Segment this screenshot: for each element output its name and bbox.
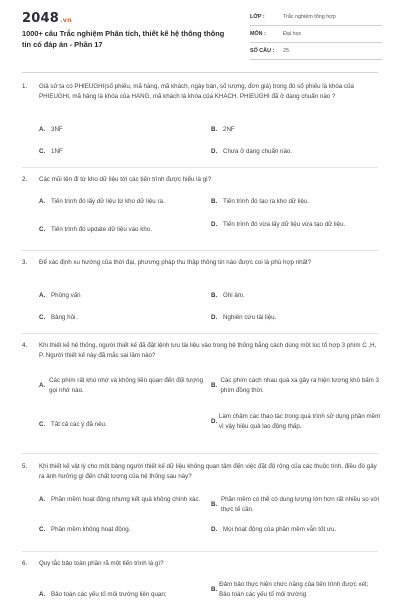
meta-value: 25	[283, 48, 289, 54]
option-d[interactable]: D. Tiến trình đó vừa lấy dữ liệu vừa tạo dữ liệu.	[211, 221, 346, 229]
question-2	[22, 175, 378, 234]
meta-row-subject	[250, 26, 382, 43]
question-1	[22, 82, 378, 156]
logo-number: 2048	[22, 11, 59, 26]
option-c[interactable]: C. Tất cả các ý đã nêu.	[39, 421, 107, 429]
question-3	[22, 258, 378, 322]
option-a[interactable]: A. Phỏng vấn	[39, 292, 81, 300]
logo-suffix: .vn	[59, 16, 72, 24]
option-c[interactable]: C. Tiến trình đó update dữ liệu vào kho.	[39, 226, 152, 234]
meta-row-class	[250, 9, 382, 26]
question-text: Để xác định xu hướng của thời đại, phương pháp thu thập thông tin nào được coi là phù hợp nhất?	[39, 259, 312, 266]
option-b[interactable]: B. Các phím cách nhau quá xa gây ra hiện tượng khó bấm 3 phím đồng thời.	[211, 377, 379, 394]
question-4	[22, 341, 381, 430]
option-d[interactable]: D. Chưa ở dạng chuẩn nào.	[211, 148, 293, 156]
meta-value: Đại học	[283, 31, 302, 37]
question-number: 4.	[22, 342, 28, 349]
meta-row-count	[250, 43, 382, 60]
option-c[interactable]: C. Phần mềm không hoạt động.	[39, 526, 131, 534]
question-number: 2.	[22, 176, 28, 183]
question-separator	[22, 453, 378, 454]
question-text: Khi thiết kế hệ thống, người thiết kế đã đặt lệnh lưu tài liệu vào trong hệ thống bằng cách dùng một lúc tổ hợp 3 phím C ,H, P. Người thiết kế này đã mắc sai lầm nào?	[39, 342, 377, 359]
option-b[interactable]: B. Ghi âm.	[211, 292, 245, 300]
option-a[interactable]: A. 3NF	[39, 126, 63, 134]
option-d[interactable]: D. Làm chậm các thao tác trong quá trình sử dụng phần mềm vì vậy hiệu quả lao động thấp.	[211, 413, 381, 430]
option-b[interactable]: B. Phần mềm có thể có dung lượng lớn hơn rất nhiều so với thực tế cần.	[211, 496, 379, 513]
question-6	[22, 559, 378, 599]
option-b[interactable]: B. Tiến trình đó tạo ra kho dữ liệu.	[211, 198, 310, 206]
meta-value: Trắc nghiệm tổng hợp	[283, 14, 336, 20]
option-c[interactable]: C. 1NF	[39, 148, 63, 156]
meta-key: MÔN :	[250, 31, 266, 37]
option-d[interactable]: D. Nghiên cứu tài liệu.	[211, 314, 277, 322]
meta-key: LỚP :	[250, 14, 265, 20]
question-number: 6.	[22, 560, 28, 567]
question-number: 5.	[22, 463, 28, 470]
option-c[interactable]: C. Bảng hỏi.	[39, 314, 78, 322]
header-divider	[22, 72, 378, 73]
question-number: 1.	[22, 83, 28, 90]
question-separator	[22, 333, 378, 334]
question-separator	[22, 551, 378, 552]
site-logo[interactable]	[22, 11, 72, 26]
meta-key: SỐ CÂU :	[250, 48, 275, 54]
option-d[interactable]: D. Mọi hoạt động của phần mềm vẫn tốt ưu.	[211, 526, 337, 534]
question-separator	[22, 250, 378, 251]
question-number: 3.	[22, 259, 28, 266]
question-separator	[22, 167, 378, 168]
document-header	[0, 0, 400, 68]
option-b[interactable]: B. Đảm bảo thực hiện chức năng của tiến trình được xét; Bảo toàn các yếu tố môi trường	[211, 581, 369, 598]
question-text: Khi thiết kế vật lý cho một bảng người thiết kế dữ liệu không quan tâm đến việc đặt độ rộng của các thuộc tính, điều đó gây ra ảnh hưởng gì đến chất lượng của hệ thống sau này?	[39, 463, 377, 480]
option-a[interactable]: A. Bảo toàn các yếu tố môi trường liên quan;	[39, 591, 167, 599]
meta-table	[250, 9, 382, 60]
question-5	[22, 462, 379, 534]
option-a[interactable]: A. Tiến trình đó lấy dữ liệu từ kho dữ liệu ra.	[39, 198, 165, 206]
option-a[interactable]: A. Các phím rất khó nhớ và không liên quan đến đối tượng gọi nhớ nào.	[39, 377, 204, 394]
option-a[interactable]: A. Phần mềm hoạt động nhưng kết quả không chính xác.	[39, 496, 201, 504]
question-text: Các mũi tên đi từ kho dữ liệu tới các tiến trình được hiểu là gì?	[39, 176, 212, 183]
question-text: Quy tắc bảo toàn phần rã một tiến trình là gì?	[39, 560, 164, 567]
question-text: Giả sử ta có PHIEUGHI(số phiếu, mã hàng, mã khách, ngày bán, số lượng, đơn giá) trong đó số phiếu là khóa của PHIEUGHI, mã hàng là khóa của HANG, mã khách là khóa của KHACH. PHIEUGHI đã ở dạng chuẩn nào ?	[39, 83, 354, 100]
option-b[interactable]: B. 2NF	[211, 126, 235, 134]
document-title: 1000+ câu Trắc nghiệm Phân tích, thiết kế hệ thống thông tin có đáp án - Phần 17	[22, 29, 225, 49]
